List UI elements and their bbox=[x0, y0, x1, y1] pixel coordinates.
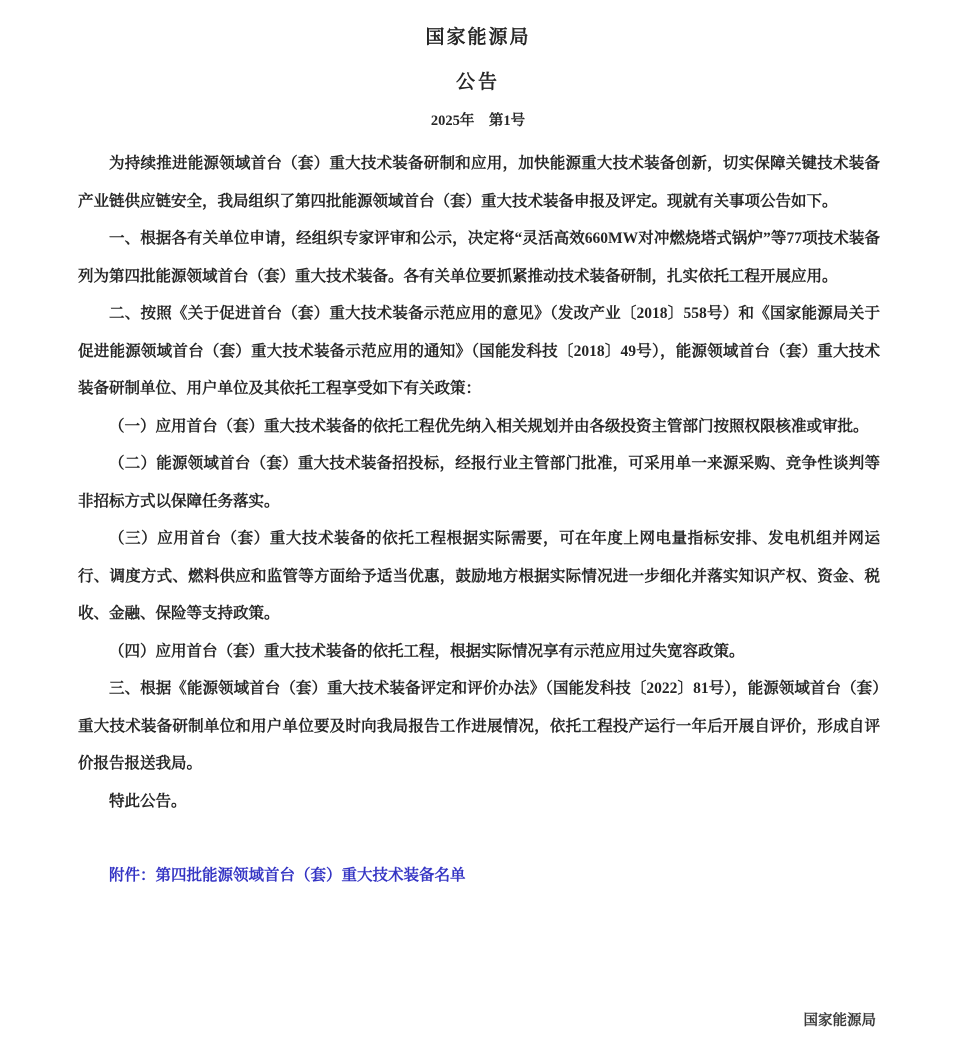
attachment-link[interactable]: 第四批能源领域首台（套）重大技术装备名单 bbox=[155, 867, 466, 884]
paragraph-item-2: 二、按照《关于促进首台（套）重大技术装备示范应用的意见》（发改产业〔2018〕558号）和《国家能源局关于促进能源领域首台（套）重大技术装备示范应用的通知》（国能发科技〔2018〕49号），能源领域首台（套）重大技术装备研制单位、用户单位及其依托工程享受如下有关政策： bbox=[78, 305, 880, 397]
paragraph-policy-2: （二）能源领域首台（套）重大技术装备招投标，经报行业主管部门批准，可采用单一来源采购、竞争性谈判等非招标方式以保障任务落实。 bbox=[78, 455, 880, 510]
document-number: 2025年 第1号 bbox=[430, 113, 526, 129]
signature: 国家能源局 bbox=[803, 1013, 876, 1029]
attachment-line bbox=[0, 857, 956, 895]
paragraph-item-3: 三、根据《能源领域首台（套）重大技术装备评定和评价办法》（国能发科技〔2022〕81号），能源领域首台（套）重大技术装备研制单位和用户单位要及时向我局报告工作进展情况，依托工程投产运行一年后开展自评价，形成自评价报告报送我局。 bbox=[78, 680, 880, 772]
document-body bbox=[0, 132, 956, 820]
paragraph-policy-3: （三）应用首台（套）重大技术装备的依托工程根据实际需要，可在年度上网电量指标安排、发电机组并网运行、调度方式、燃料供应和监管等方面给予适当优惠，鼓励地方根据实际情况进一步细化并落实知识产权、资金、税收、金融、保险等支持政策。 bbox=[78, 530, 880, 622]
paragraph-item-1: 一、根据各有关单位申请，经组织专家评审和公示，决定将“灵活高效660MW对冲燃烧塔式锅炉”等77项技术装备列为第四批能源领域首台（套）重大技术装备。各有关单位要抓紧推动技术装备研制，扎实依托工程开展应用。 bbox=[78, 230, 880, 285]
paragraph-policy-1: （一）应用首台（套）重大技术装备的依托工程优先纳入相关规划并由各级投资主管部门按照权限核准或审批。 bbox=[109, 417, 869, 435]
document-subtitle: 公告 bbox=[455, 72, 500, 93]
attachment-label: 附件： bbox=[109, 867, 156, 884]
paragraph-policy-4: （四）应用首台（套）重大技术装备的依托工程，根据实际情况享有示范应用过失宽容政策。 bbox=[109, 642, 745, 660]
page-title: 国家能源局 bbox=[425, 27, 531, 48]
paragraph-intro: 为持续推进能源领域首台（套）重大技术装备研制和应用，加快能源重大技术装备创新，切实保障关键技术装备产业链供应链安全，我局组织了第四批能源领域首台（套）重大技术装备申报及评定。现就有关事项公告如下。 bbox=[78, 155, 880, 210]
paragraph-closing: 特此公告。 bbox=[109, 792, 187, 810]
